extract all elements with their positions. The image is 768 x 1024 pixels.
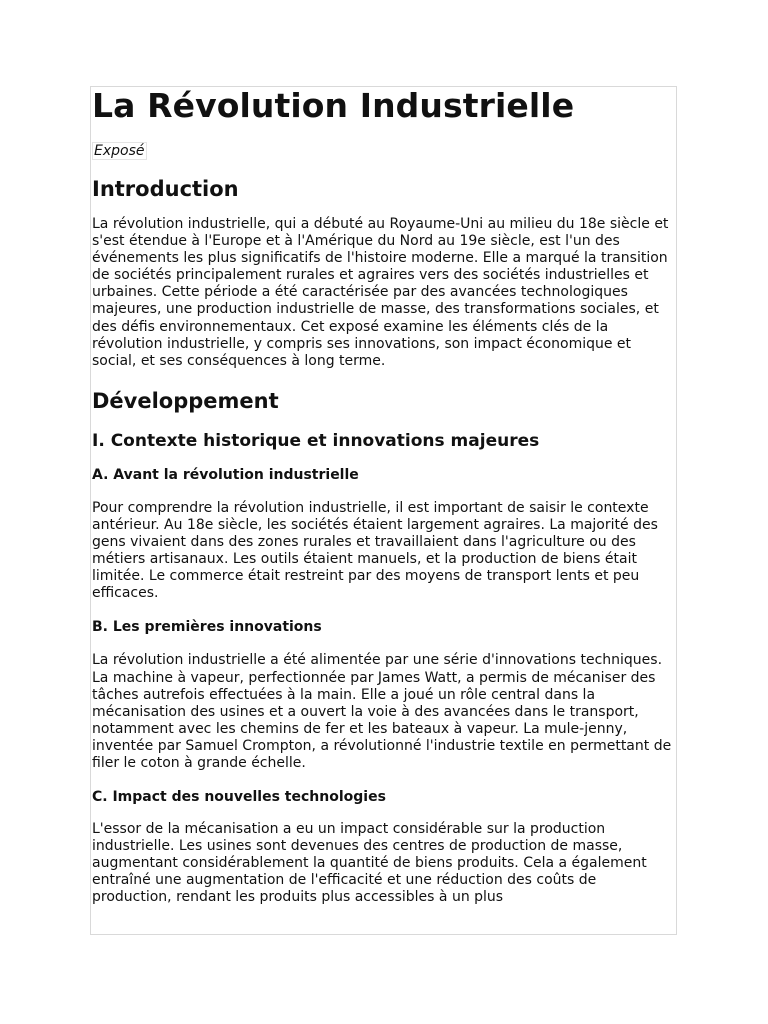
subsection-b-heading: B. Les premières innovations <box>92 619 322 636</box>
subsection-a-paragraph: Pour comprendre la révolution industrielle, il est important de saisir le contexte antérieur. Au 18e siècle, les sociétés étaient largement agraires. La majorité des gens vivaient dans des zones rurales et travaillaient dans l'agriculture ou des métiers artisanaux. Les outils étaient manuels, et la production de biens était limitée. Le commerce était restreint par des moyens de transport lents et peu efficaces. <box>92 499 658 602</box>
section-context-heading: I. Contexte historique et innovations majeures <box>92 430 540 451</box>
introduction-paragraph: La révolution industrielle, qui a débuté au Royaume-Uni au milieu du 18e siècle et s'est étendue à l'Europe et à l'Amérique du Nord au 19e siècle, est l'un des événements les plus significatifs de l'histoire moderne. Elle a marqué la transition de sociétés principalement rurales et agraires vers des sociétés industrielles et urbaines. Cette période a été caractérisée par des avancées technologiques majeures, une production industrielle de masse, des transformations sociales, et des défis environnementaux. Cet exposé examine les éléments clés de la révolution industrielle, y compris ses innovations, son impact économique et social, et ses conséquences à long terme. <box>92 216 669 369</box>
introduction-heading: Introduction <box>92 177 239 201</box>
subsection-b-paragraph: La révolution industrielle a été alimentée par une série d'innovations techniques. La machine à vapeur, perfectionnée par James Watt, a permis de mécaniser des tâches autrefois effectuées à la main. Elle a joué un rôle central dans la mécanisation des usines et a ouvert la voie à des avancées dans le transport, notamment avec les chemins de fer et les bateaux à vapeur. La mule-jenny, inventée par Samuel Crompton, a révolutionné l'industrie textile en permettant de filer le coton à grande échelle. <box>92 652 672 771</box>
subsection-a-heading: A. Avant la révolution industrielle <box>92 466 359 483</box>
document-title: La Révolution Industrielle <box>92 86 575 125</box>
subsection-c-heading: C. Impact des nouvelles technologies <box>92 789 386 806</box>
document-page <box>90 86 677 935</box>
subsection-c-paragraph: L'essor de la mécanisation a eu un impact considérable sur la production industrielle. Les usines sont devenues des centres de production de masse, augmentant considérablement la quantité de biens produits. Cela a également entraîné une augmentation de l'efficacité et une réduction des coûts de production, rendant les produits plus accessibles à un plus <box>92 821 647 906</box>
document-subtitle: Exposé <box>94 143 145 159</box>
development-heading: Développement <box>92 388 279 413</box>
